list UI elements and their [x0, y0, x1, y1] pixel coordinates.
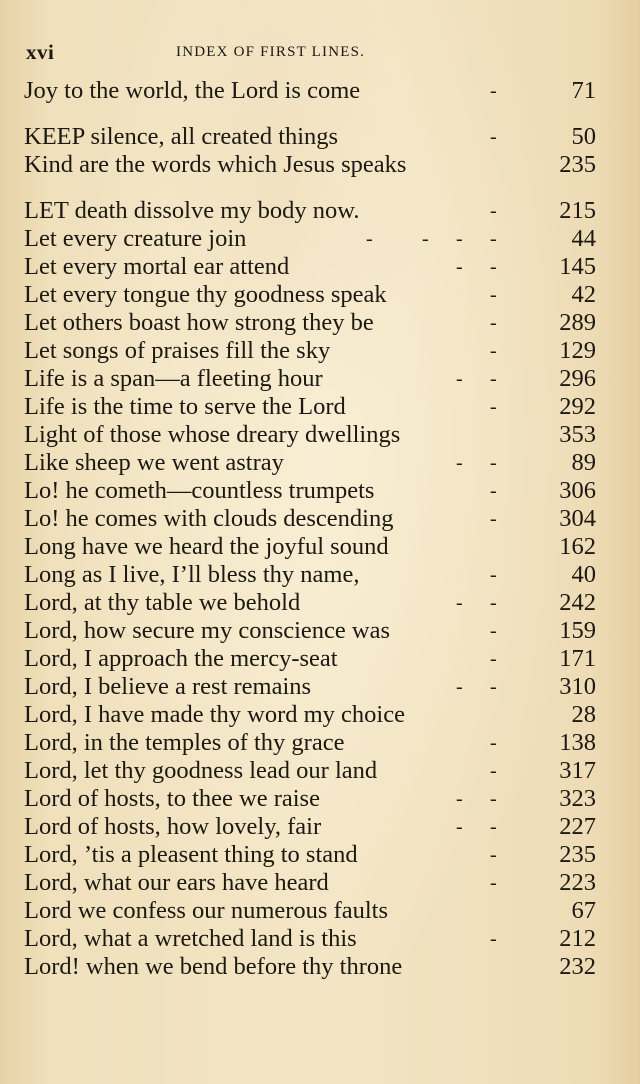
page-number: xvi — [26, 40, 55, 64]
entry-page-number: 353 — [559, 421, 596, 448]
leader-dash: - — [490, 620, 497, 642]
leader-dash: - — [456, 452, 463, 474]
index-entry — [24, 729, 596, 757]
entry-first-line: LET death dissolve my body now. — [24, 197, 360, 224]
leader-dash: - — [490, 676, 497, 698]
running-head: INDEX OF FIRST LINES. — [176, 44, 366, 60]
leader-dash: - — [490, 648, 497, 670]
entry-first-line: Lord, what our ears have heard — [24, 869, 329, 896]
entry-first-line: Lord of hosts, how lovely, fair — [24, 813, 322, 840]
leader-dash: - — [490, 480, 497, 502]
leader-dash: - — [490, 816, 497, 838]
entry-first-line: Lord, let thy goodness lead our land — [24, 757, 378, 784]
leader-dash: - — [490, 200, 497, 222]
entry-first-line: Like sheep we went astray — [24, 449, 284, 476]
entry-page-number: 310 — [559, 673, 596, 700]
leader-dash: - — [366, 228, 373, 250]
leader-dash: - — [490, 508, 497, 530]
leader-dash: - — [490, 312, 497, 334]
entry-first-line: Lord we confess our numerous faults — [24, 897, 389, 924]
entry-page-number: 306 — [559, 477, 596, 504]
leader-dash: - — [490, 732, 497, 754]
entry-page-number: 232 — [559, 953, 596, 980]
entry-page-number: 28 — [571, 701, 596, 728]
leader-dash: - — [456, 228, 463, 250]
index-entry — [24, 757, 596, 785]
leader-dash: - — [456, 256, 463, 278]
leader-dash: - — [490, 844, 497, 866]
index-entry — [24, 151, 596, 179]
entry-page-number: 317 — [559, 757, 596, 784]
entry-page-number: 223 — [559, 869, 596, 896]
entry-first-line: Long have we heard the joyful sound — [24, 533, 389, 560]
entry-first-line: Lord, I have made thy word my choice — [24, 701, 405, 728]
index-entry — [24, 337, 596, 365]
leader-dash: - — [490, 872, 497, 894]
leader-dash: - — [490, 256, 497, 278]
index-entry — [24, 505, 596, 533]
leader-dash: - — [490, 452, 497, 474]
index-entry — [24, 897, 596, 925]
index-entry — [24, 533, 596, 561]
entry-page-number: 292 — [559, 393, 596, 420]
entry-first-line: Lord! when we bend before thy throne — [24, 953, 403, 980]
entry-page-number: 304 — [559, 505, 596, 532]
entry-page-number: 42 — [571, 281, 596, 308]
entry-first-line: Life is the time to serve the Lord — [24, 393, 346, 420]
leader-dash: - — [456, 676, 463, 698]
leader-dash: - — [490, 80, 497, 102]
page-header — [26, 40, 590, 70]
index-entry — [24, 309, 596, 337]
index-entry — [24, 281, 596, 309]
entry-page-number: 212 — [559, 925, 596, 952]
index-entry — [24, 617, 596, 645]
entry-first-line: Lord, how secure my conscience was — [24, 617, 391, 644]
entry-page-number: 227 — [559, 813, 596, 840]
index-entry — [24, 365, 596, 393]
entry-page-number: 159 — [559, 617, 596, 644]
entry-page-number: 215 — [559, 197, 596, 224]
entry-first-line: Lord of hosts, to thee we raise — [24, 785, 320, 812]
index-entry — [24, 393, 596, 421]
leader-dash: - — [456, 816, 463, 838]
entry-first-line: Kind are the words which Jesus speaks — [24, 151, 407, 178]
entry-page-number: 67 — [571, 897, 596, 924]
leader-dash: - — [490, 788, 497, 810]
entry-page-number: 40 — [571, 561, 596, 588]
entry-page-number: 129 — [559, 337, 596, 364]
entry-first-line: Lord, at thy table we behold — [24, 589, 301, 616]
index-entry — [24, 477, 596, 505]
leader-dash: - — [422, 228, 429, 250]
entry-first-line: Let every tongue thy goodness speak — [24, 281, 387, 308]
leader-dash: - — [490, 340, 497, 362]
entry-page-number: 71 — [571, 77, 596, 104]
entry-page-number: 50 — [571, 123, 596, 150]
entry-first-line: Lord, I approach the mercy-seat — [24, 645, 338, 672]
index-entry — [24, 785, 596, 813]
entry-page-number: 242 — [559, 589, 596, 616]
entry-first-line: Lo! he cometh—countless trumpets — [24, 477, 375, 504]
entry-page-number: 289 — [559, 309, 596, 336]
index-entry — [24, 589, 596, 617]
leader-dash: - — [490, 368, 497, 390]
index-entry — [24, 253, 596, 281]
entry-page-number: 171 — [559, 645, 596, 672]
entry-page-number: 138 — [559, 729, 596, 756]
entry-first-line: Lord, ’tis a pleasent thing to stand — [24, 841, 358, 868]
entry-page-number: 162 — [559, 533, 596, 560]
index-entry — [24, 953, 596, 981]
index-entry — [24, 645, 596, 673]
entry-first-line: KEEP silence, all created things — [24, 123, 339, 150]
entry-first-line: Life is a span—a fleeting hour — [24, 365, 323, 392]
leader-dash: - — [490, 284, 497, 306]
index-entry — [24, 925, 596, 953]
index-entry — [24, 813, 596, 841]
entry-first-line: Lord, what a wretched land is this — [24, 925, 357, 952]
entry-first-line: Lo! he comes with clouds descending — [24, 505, 394, 532]
leader-dash: - — [456, 788, 463, 810]
entry-first-line: Let songs of praises fill the sky — [24, 337, 331, 364]
index-entries — [24, 77, 596, 981]
entry-page-number: 145 — [559, 253, 596, 280]
entry-first-line: Let every mortal ear attend — [24, 253, 290, 280]
leader-dash: - — [456, 592, 463, 614]
index-entry — [24, 123, 596, 151]
index-entry — [24, 197, 596, 225]
index-entry — [24, 421, 596, 449]
index-entry — [24, 561, 596, 589]
leader-dash: - — [490, 592, 497, 614]
index-entry — [24, 673, 596, 701]
leader-dash: - — [490, 760, 497, 782]
leader-dash: - — [490, 396, 497, 418]
leader-dash: - — [490, 928, 497, 950]
index-entry — [24, 841, 596, 869]
leader-dash: - — [490, 228, 497, 250]
leader-dash: - — [490, 564, 497, 586]
entry-page-number: 89 — [571, 449, 596, 476]
entry-page-number: 323 — [559, 785, 596, 812]
entry-first-line: Let every creature join — [24, 225, 247, 252]
leader-dash: - — [490, 126, 497, 148]
entry-first-line: Long as I live, I’ll bless thy name, — [24, 561, 360, 588]
entry-first-line: Let others boast how strong they be — [24, 309, 374, 336]
index-entry — [24, 869, 596, 897]
entry-first-line: Joy to the world, the Lord is come — [24, 77, 361, 104]
entry-page-number: 235 — [559, 841, 596, 868]
index-entry — [24, 225, 596, 253]
leader-dash: - — [456, 368, 463, 390]
entry-first-line: Lord, in the temples of thy grace — [24, 729, 345, 756]
entry-page-number: 235 — [559, 151, 596, 178]
entry-page-number: 296 — [559, 365, 596, 392]
index-entry — [24, 701, 596, 729]
index-entry — [24, 449, 596, 477]
entry-first-line: Light of those whose dreary dwellings — [24, 421, 401, 448]
entry-page-number: 44 — [571, 225, 596, 252]
entry-first-line: Lord, I believe a rest remains — [24, 673, 312, 700]
index-entry — [24, 77, 596, 105]
